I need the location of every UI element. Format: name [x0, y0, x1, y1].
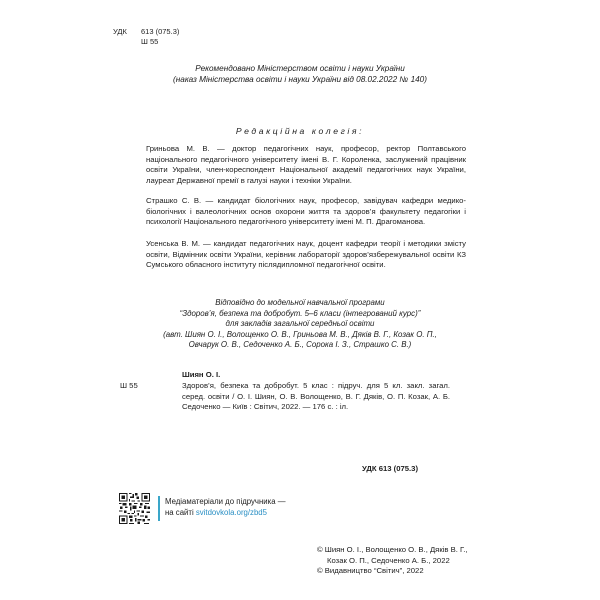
copyright-authors-cont: Козак О. П., Седоченко А. Б., 2022 [327, 555, 450, 565]
recommendation-line: Рекомендовано Міністерством освіти і науки України [195, 64, 405, 73]
media-prefix: на сайті [165, 508, 196, 517]
copyright-publisher: © Видавництво “Світич”, 2022 [317, 566, 424, 576]
udk-value: 613 (075.3) [141, 27, 180, 36]
board-member-usenska: Усенська В. М. — кандидат педагогічних наук, доцент кафедри теорії і методики змісту освіти, Відмінник освіти України, керівник лабораторії здоров’язбережувальної освіти КЗ Сумського обласного інституту післядипломної педагогічної освіти. [146, 239, 466, 270]
catalog-code: Ш 55 [141, 36, 159, 46]
catalog-code-bottom: Ш 55 [120, 381, 138, 390]
media-caption: Медіаматеріали до підручника — [165, 497, 286, 506]
udk-bottom: УДК 613 (075.3) [362, 464, 419, 473]
program-authors: (авт. Шиян О. І., Волощенко О. В., Гриньова М. В., Дяків В. Г., Козак О. П., [163, 329, 437, 339]
catalog-description: Здоров’я, безпека та добробут. 5 клас : підруч. для 5 кл. закл. загал. серед. освіти / О. І. Шиян, О. В. Волощенко, В. Г. Дяків, О. П. Козак, А. Б. Седоченко — Київ : Світич, 2022. — 176 с. : іл. [182, 381, 450, 412]
qr-code-icon[interactable] [119, 493, 150, 524]
media-link[interactable]: svitdovkola.org/zbd5 [195, 508, 267, 517]
editorial-board-title: Редакційна колегія: [235, 126, 365, 136]
board-member-strashko: Страшко С. В. — кандидат біологічних наук, професор, завідувач кафедри медико-біологічних і валеологічних основ охорони життя та здоров’я факультету педагогіки і психології Національного педагогічного університету імені М. П. Драгоманова. [146, 196, 466, 227]
program-line: Відповідно до модельної навчальної програми [215, 298, 385, 307]
copyright [317, 545, 468, 577]
recommendation-order: (наказ Міністерства освіти і науки України від 08.02.2022 № 140) [173, 75, 427, 84]
catalog-author: Шиян О. І. [182, 370, 221, 379]
udk-header [113, 27, 179, 46]
media-materials [158, 496, 296, 521]
recommendation [0, 63, 600, 85]
program-line: для закладів загальної середньої освіти [225, 319, 375, 329]
copyright-authors: © Шиян О. І., Волощенко О. В., Дяків В. Г., [317, 545, 468, 554]
program-note [0, 298, 600, 351]
program-title: “Здоров’я, безпека та добробут. 5–6 класи (інтегрований курс)” [179, 308, 421, 318]
udk-label: УДК [113, 27, 127, 36]
program-authors: Овчарук О. В., Седоченко А. Б., Сорока І. З., Страшко С. В.) [188, 340, 412, 350]
board-member-grynova: Гриньова М. В. — доктор педагогічних наук, професор, ректор Полтавського національного педагогічного університету імені В. Г. Короленка, заслужений працівник освіти України, член-кореспондент Національної академії педагогічних наук України, лауреат Державної премії в галузі науки і техніки України. [146, 144, 466, 185]
